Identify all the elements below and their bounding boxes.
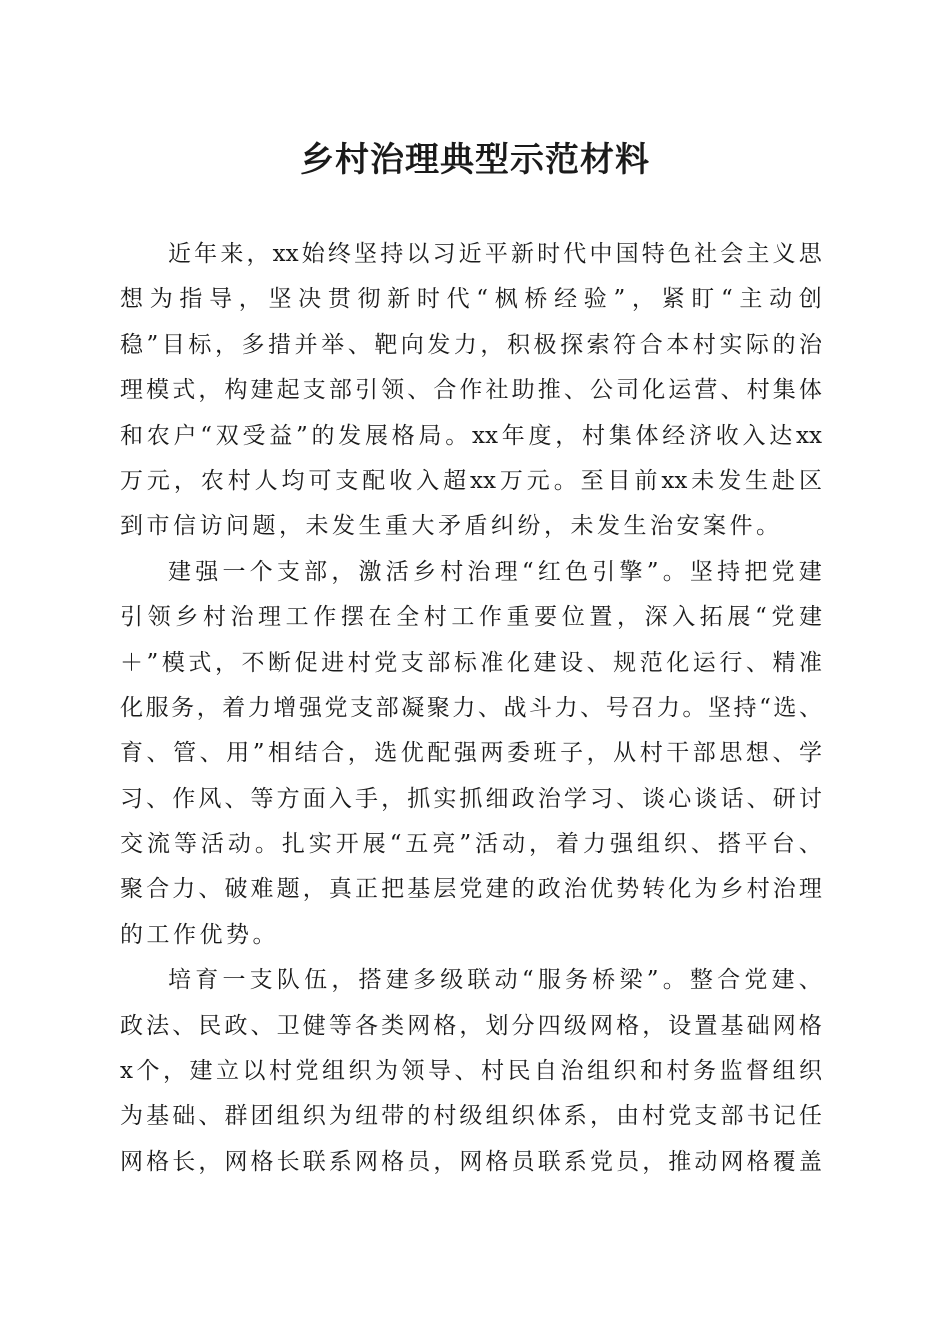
text-line: 习 、 作 风 、 等 方 面 入 手 ， 抓 实 抓 细 政 治 学 习 、 谈 心 谈 话 、 研 讨 [120, 785, 822, 812]
text-line: 政 法 、 民 政 、 卫 健 等 各 类 网 格 ， 划 分 四 级 网 格 ， 设 置 基 础 网 格 [120, 1012, 822, 1039]
text-line: 想 为 指 导 ， 坚 决 贯 彻 新 时 代 “ 枫 桥 经 验 ” ， 紧 盯 “ 主 动 创 [120, 286, 822, 313]
page-title: 乡村治理典型示范材料 [300, 140, 650, 180]
text-line: 建 强 一 个 支 部 ， 激 活 乡 村 治 理 “ 红 色 引 擎 ” 。 坚 持 把 党 建 [168, 558, 822, 585]
text-line: 万 元 ， 农 村 人 均 可 支 配 收 入 超 xx 万 元 。 至 目 前 xx 未 发 生 赴 区 [120, 467, 822, 494]
text-line: 引 领 乡 村 治 理 工 作 摆 在 全 村 工 作 重 要 位 置 ， 深 入 拓 展 “ 党 建 [120, 604, 822, 631]
text-line: 到市信访问题，未发生重大矛盾纠纷，未发生治安案件。 [120, 513, 783, 540]
text-line: 聚 合 力 、 破 难 题 ， 真 正 把 基 层 党 建 的 政 治 优 势 转 化 为 乡 村 治 理 [120, 876, 822, 903]
text-line: ＋ ” 模 式 ， 不 断 促 进 村 党 支 部 标 准 化 建 设 、 规 范 化 运 行 、 精 准 [120, 649, 822, 676]
text-line: 近 年 来 ， xx 始 终 坚 持 以 习 近 平 新 时 代 中 国 特 色 社 会 主 义 思 [168, 241, 822, 267]
text-line: 培 育 一 支 队 伍 ， 搭 建 多 级 联 动 “ 服 务 桥 梁 ” 。 整 合 党 建 、 [168, 967, 822, 994]
text-line: 稳 ” 目 标 ， 多 措 并 举 、 靶 向 发 力 ， 积 极 探 索 符 合 本 村 实 际 的 治 [120, 331, 822, 358]
text-line: 为 基 础 、 群 团 组 织 为 纽 带 的 村 级 组 织 体 系 ， 由 村 党 支 部 书 记 任 [120, 1103, 822, 1130]
text-line: 交 流 等 活 动 。 扎 实 开 展 “ 五 亮 ” 活 动 ， 着 力 强 组 织 、 搭 平 台 、 [120, 831, 822, 858]
text-line: x 个 ， 建 立 以 村 党 组 织 为 领 导 、 村 民 自 治 组 织 和 村 务 监 督 组 织 [120, 1058, 822, 1085]
document-body [120, 232, 822, 1185]
text-line: 网 格 长 ， 网 格 长 联 系 网 格 员 ， 网 格 员 联 系 党 员 ， 推 动 网 格 覆 盖 [120, 1148, 822, 1175]
text-line: 育 、 管 、 用 ” 相 结 合 ， 选 优 配 强 两 委 班 子 ， 从 村 干 部 思 想 、 学 [120, 740, 822, 767]
text-line: 化 服 务 ， 着 力 增 强 党 支 部 凝 聚 力 、 战 斗 力 、 号 召 力 。 坚 持 “ 选 、 [120, 694, 822, 721]
text-line: 和 农 户 “ 双 受 益 ” 的 发 展 格 局 。 xx 年 度 ， 村 集 体 经 济 收 入 达 xx [120, 422, 822, 449]
text-line: 的工作优势。 [120, 921, 279, 948]
text-line: 理 模 式 ， 构 建 起 支 部 引 领 、 合 作 社 助 推 、 公 司 化 运 营 、 村 集 体 [120, 377, 822, 404]
